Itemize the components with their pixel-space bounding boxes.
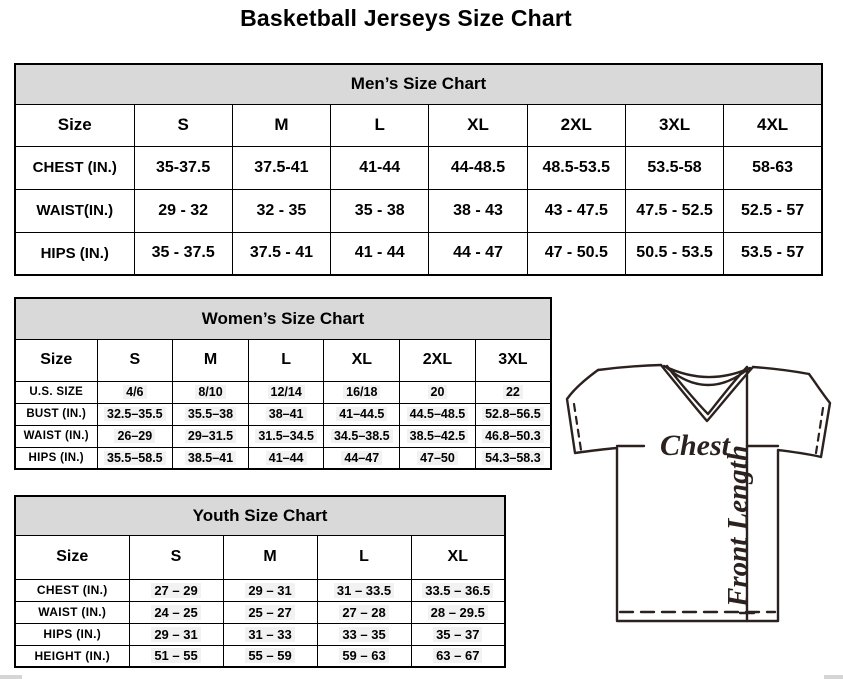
size-value-cell: 47.5 - 52.5: [625, 189, 723, 232]
size-value-cell: 35 - 38: [331, 189, 429, 232]
table-row: [15, 645, 505, 667]
size-value: 28 – 29.5: [428, 605, 488, 620]
size-value: 26–29: [114, 429, 155, 443]
jersey-measurement-diagram: [556, 356, 843, 634]
column-header-cell: 4XL: [724, 104, 822, 146]
chest-label: Chest: [659, 429, 731, 462]
size-value: 44–47: [341, 451, 382, 465]
size-value-cell: 48.5-53.5: [527, 146, 625, 189]
table-row: [15, 232, 822, 275]
size-value-cell: [324, 403, 400, 425]
row-label-cell: CHEST (IN.): [15, 579, 129, 601]
column-header-cell: M: [223, 535, 317, 579]
size-value-cell: [400, 381, 476, 403]
column-header-cell: L: [317, 535, 411, 579]
column-header-cell: S: [97, 339, 173, 381]
size-value-cell: [129, 623, 223, 645]
column-header-cell: 3XL: [625, 104, 723, 146]
size-value-cell: [223, 623, 317, 645]
front-length-label: Front Length: [722, 445, 754, 607]
size-value: 32.5–35.5: [104, 407, 166, 421]
size-value-cell: 43 - 47.5: [527, 189, 625, 232]
row-label-cell: BUST (IN.): [15, 403, 97, 425]
column-header-cell: S: [129, 535, 223, 579]
size-value-cell: [173, 447, 249, 469]
size-value: 22: [503, 385, 523, 399]
size-value: 8/10: [195, 385, 225, 399]
size-value-cell: [317, 645, 411, 667]
table-row: [15, 403, 551, 425]
size-value-cell: [97, 403, 173, 425]
size-value-cell: [248, 403, 324, 425]
size-value-cell: 32 - 35: [232, 189, 330, 232]
size-value: 51 – 55: [151, 648, 200, 663]
size-value-cell: [223, 579, 317, 601]
size-value: 38.5–42.5: [407, 429, 469, 443]
table-row: [15, 189, 822, 232]
mens-size-chart-table: [14, 63, 823, 276]
size-value: 4/6: [123, 385, 146, 399]
size-value: 25 – 27: [245, 605, 294, 620]
size-value-cell: [248, 425, 324, 447]
size-value-cell: [317, 601, 411, 623]
size-value: 29–31.5: [185, 429, 236, 443]
column-header-cell: 2XL: [400, 339, 476, 381]
row-label-cell: WAIST(IN.): [15, 189, 134, 232]
table-row: [15, 298, 551, 339]
size-value: 20: [428, 385, 448, 399]
size-value-cell: [400, 403, 476, 425]
size-value-cell: 35-37.5: [134, 146, 232, 189]
table-row: [15, 146, 822, 189]
size-value: 12/14: [268, 385, 305, 399]
size-value: 27 – 28: [339, 605, 388, 620]
size-value-cell: 53.5-58: [625, 146, 723, 189]
size-value-cell: [97, 381, 173, 403]
size-value: 41–44.5: [336, 407, 387, 421]
size-value: 27 – 29: [151, 583, 200, 598]
womens-chart-title: Women’s Size Chart: [15, 298, 551, 339]
size-value: 29 – 31: [151, 627, 200, 642]
size-value: 35.5–38: [185, 407, 236, 421]
size-value-cell: 50.5 - 53.5: [625, 232, 723, 275]
size-value-cell: [97, 425, 173, 447]
size-value-cell: 38 - 43: [429, 189, 527, 232]
size-value: 16/18: [343, 385, 380, 399]
jersey-vneck-collar: [661, 365, 753, 421]
column-header-cell: M: [173, 339, 249, 381]
size-value-cell: 41 - 44: [331, 232, 429, 275]
size-value-cell: 41-44: [331, 146, 429, 189]
jersey-outline: [567, 370, 830, 621]
size-value-cell: [173, 425, 249, 447]
size-value: 24 – 25: [151, 605, 200, 620]
size-value-cell: 37.5 - 41: [232, 232, 330, 275]
size-value: 38.5–41: [185, 451, 236, 465]
size-value-cell: [411, 645, 505, 667]
row-label-cell: HIPS (IN.): [15, 232, 134, 275]
size-value: 35.5–58.5: [104, 451, 166, 465]
size-value: 54.3–58.3: [482, 451, 544, 465]
size-value-cell: [248, 447, 324, 469]
column-header-cell: XL: [324, 339, 400, 381]
size-value: 31.5–34.5: [255, 429, 317, 443]
table-row: [15, 447, 551, 469]
size-value-cell: [400, 447, 476, 469]
youth-chart-title: Youth Size Chart: [15, 496, 505, 535]
size-value: 38–41: [266, 407, 307, 421]
table-row: [15, 535, 505, 579]
table-row: [15, 381, 551, 403]
size-value-cell: 47 - 50.5: [527, 232, 625, 275]
table-row: [15, 623, 505, 645]
size-value: 29 – 31: [245, 583, 294, 598]
size-value-cell: [248, 381, 324, 403]
size-value: 55 – 59: [245, 648, 294, 663]
table-row: [15, 579, 505, 601]
size-value: 33.5 – 36.5: [422, 583, 493, 598]
size-value-cell: [475, 403, 551, 425]
size-header-cell: Size: [15, 535, 129, 579]
column-header-cell: S: [134, 104, 232, 146]
size-value-cell: [411, 623, 505, 645]
row-label-cell: HIPS (IN.): [15, 447, 97, 469]
column-header-cell: 3XL: [475, 339, 551, 381]
size-value-cell: [129, 645, 223, 667]
size-value: 35 – 37: [433, 627, 482, 642]
size-value: 31 – 33: [245, 627, 294, 642]
table-row: [15, 425, 551, 447]
column-header-cell: L: [331, 104, 429, 146]
youth-size-chart-table: [14, 495, 506, 668]
size-value: 59 – 63: [339, 648, 388, 663]
size-value: 41–44: [266, 451, 307, 465]
womens-size-chart-table: [14, 297, 552, 470]
size-value-cell: [223, 601, 317, 623]
page-title: Basketball Jerseys Size Chart: [240, 5, 572, 31]
size-value-cell: [317, 579, 411, 601]
size-value-cell: [475, 381, 551, 403]
size-value: 46.8–50.3: [482, 429, 544, 443]
row-label-cell: HIPS (IN.): [15, 623, 129, 645]
size-value: 31 – 33.5: [334, 583, 394, 598]
size-value: 47–50: [417, 451, 458, 465]
mens-chart-title: Men’s Size Chart: [15, 64, 822, 104]
size-value-cell: 29 - 32: [134, 189, 232, 232]
table-row: [15, 601, 505, 623]
size-value: 33 – 35: [339, 627, 388, 642]
column-header-cell: M: [232, 104, 330, 146]
column-header-cell: XL: [429, 104, 527, 146]
row-label-cell: U.S. SIZE: [15, 381, 97, 403]
size-value-cell: [324, 381, 400, 403]
row-label-cell: HEIGHT (IN.): [15, 645, 129, 667]
scrollbar-right-button[interactable]: [824, 675, 843, 679]
row-label-cell: WAIST (IN.): [15, 601, 129, 623]
size-value-cell: [475, 447, 551, 469]
size-value-cell: [173, 403, 249, 425]
row-label-cell: WAIST (IN.): [15, 425, 97, 447]
size-value-cell: [129, 579, 223, 601]
size-value-cell: [97, 447, 173, 469]
size-value-cell: [400, 425, 476, 447]
column-header-cell: L: [248, 339, 324, 381]
size-header-cell: Size: [15, 104, 134, 146]
size-value-cell: [411, 601, 505, 623]
size-value: 44.5–48.5: [407, 407, 469, 421]
column-header-cell: XL: [411, 535, 505, 579]
size-value-cell: [129, 601, 223, 623]
table-row: [15, 496, 505, 535]
table-row: [15, 104, 822, 146]
size-value-cell: 35 - 37.5: [134, 232, 232, 275]
size-value-cell: [475, 425, 551, 447]
size-value: 52.8–56.5: [482, 407, 544, 421]
size-value-cell: [317, 623, 411, 645]
column-header-cell: 2XL: [527, 104, 625, 146]
jersey-shoulder-seams: [598, 365, 809, 374]
size-value-cell: [411, 579, 505, 601]
size-value-cell: [223, 645, 317, 667]
size-value-cell: 53.5 - 57: [724, 232, 822, 275]
table-row: [15, 64, 822, 104]
size-value-cell: [324, 447, 400, 469]
scrollbar-left-button[interactable]: [0, 675, 22, 679]
table-row: [15, 339, 551, 381]
size-value-cell: [173, 381, 249, 403]
size-value-cell: 52.5 - 57: [724, 189, 822, 232]
size-value: 63 – 67: [433, 648, 482, 663]
size-value: 34.5–38.5: [331, 429, 393, 443]
size-value-cell: 58-63: [724, 146, 822, 189]
size-value-cell: 44 - 47: [429, 232, 527, 275]
size-value-cell: 37.5-41: [232, 146, 330, 189]
size-header-cell: Size: [15, 339, 97, 381]
row-label-cell: CHEST (IN.): [15, 146, 134, 189]
size-value-cell: 44-48.5: [429, 146, 527, 189]
size-value-cell: [324, 425, 400, 447]
